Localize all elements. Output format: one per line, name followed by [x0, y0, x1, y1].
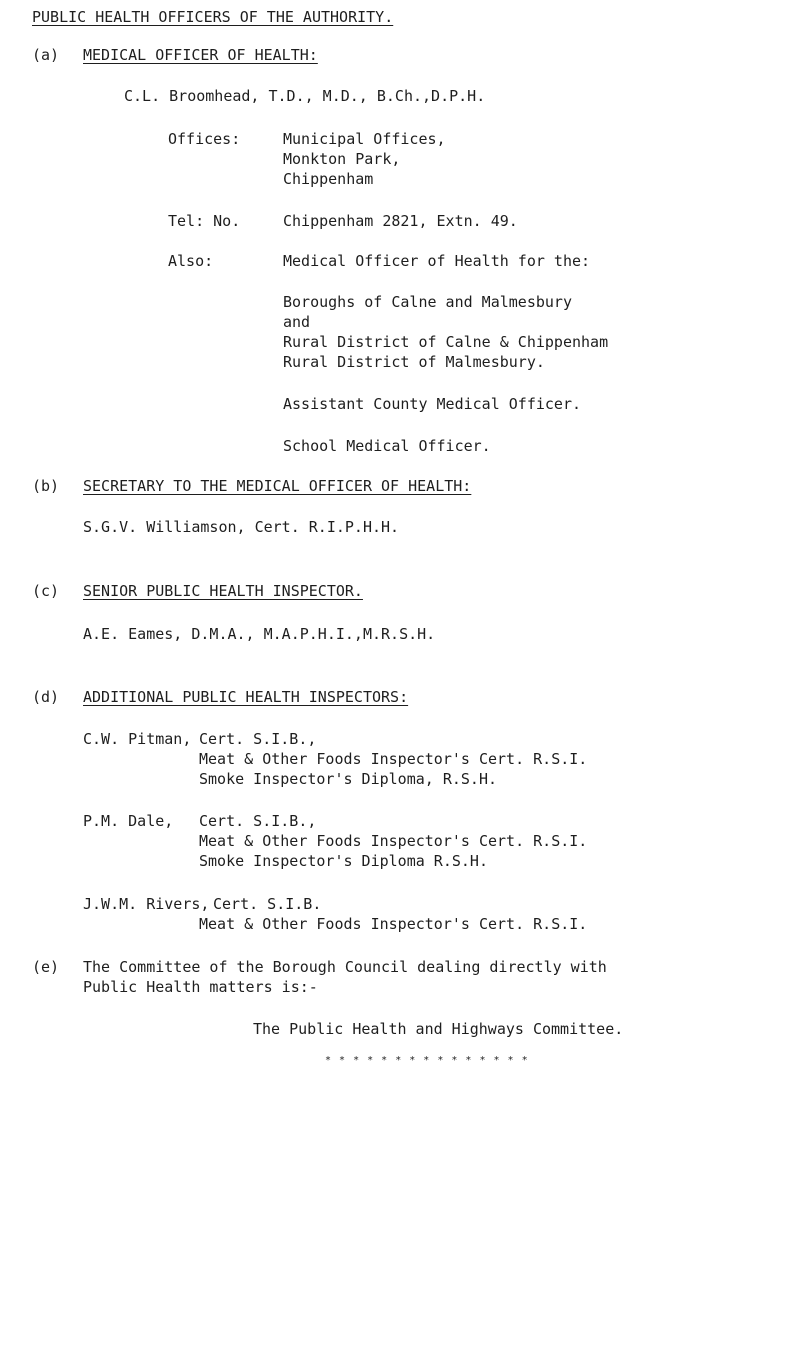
offices-label: Offices:: [168, 130, 241, 148]
officer-name: S.G.V. Williamson, Cert. R.I.P.H.H.: [83, 518, 400, 536]
assistant-line: Assistant County Medical Officer.: [283, 395, 582, 413]
footer-ornament: * * * * * * * * * * * * * * *: [325, 1055, 529, 1066]
boroughs-line: Rural District of Calne & Chippenham: [283, 333, 609, 351]
committee-intro: The Committee of the Borough Council dealing directly with: [83, 958, 607, 976]
section-heading: SENIOR PUBLIC HEALTH INSPECTOR.: [83, 582, 363, 600]
inspector-qualification: Meat & Other Foods Inspector's Cert. R.S.I.: [199, 832, 588, 850]
section-heading: MEDICAL OFFICER OF HEALTH:: [83, 46, 318, 64]
inspector-qualification: Smoke Inspector's Diploma, R.S.H.: [199, 770, 498, 788]
inspector-name: P.M. Dale,: [83, 812, 174, 830]
boroughs-line: Boroughs of Calne and Malmesbury: [283, 293, 572, 311]
boroughs-line: and: [283, 313, 311, 331]
tel-label: Tel: No.: [168, 212, 241, 230]
also-label: Also:: [168, 252, 214, 270]
offices-line: Municipal Offices,: [283, 130, 446, 148]
committee-name: The Public Health and Highways Committee.: [253, 1020, 624, 1038]
inspector-name: J.W.M. Rivers,: [83, 895, 210, 913]
section-marker: (b): [32, 477, 60, 495]
tel-value: Chippenham 2821, Extn. 49.: [283, 212, 518, 230]
offices-line: Monkton Park,: [283, 150, 401, 168]
inspector-name: C.W. Pitman,: [83, 730, 192, 748]
offices-line: Chippenham: [283, 170, 374, 188]
section-heading: SECRETARY TO THE MEDICAL OFFICER OF HEALTH:: [83, 477, 472, 495]
also-line: Medical Officer of Health for the:: [283, 252, 591, 270]
inspector-qualification: Cert. S.I.B.,: [199, 730, 317, 748]
officer-name: C.L. Broomhead, T.D., M.D., B.Ch.,D.P.H.: [124, 87, 486, 105]
inspector-qualification: Meat & Other Foods Inspector's Cert. R.S.I.: [199, 915, 588, 933]
boroughs-line: Rural District of Malmesbury.: [283, 353, 545, 371]
officer-name: A.E. Eames, D.M.A., M.A.P.H.I.,M.R.S.H.: [83, 625, 436, 643]
section-heading: ADDITIONAL PUBLIC HEALTH INSPECTORS:: [83, 688, 409, 706]
school-line: School Medical Officer.: [283, 437, 491, 455]
section-marker: (a): [32, 46, 60, 64]
inspector-qualification: Smoke Inspector's Diploma R.S.H.: [199, 852, 488, 870]
inspector-qualification: Meat & Other Foods Inspector's Cert. R.S.I.: [199, 750, 588, 768]
inspector-qualification: Cert. S.I.B.,: [199, 812, 317, 830]
section-marker: (d): [32, 688, 60, 706]
committee-intro: Public Health matters is:-: [83, 978, 318, 996]
inspector-qualification: Cert. S.I.B.: [213, 895, 322, 913]
section-marker: (c): [32, 582, 60, 600]
section-marker: (e): [32, 958, 60, 976]
page-title: PUBLIC HEALTH OFFICERS OF THE AUTHORITY.: [32, 8, 394, 26]
